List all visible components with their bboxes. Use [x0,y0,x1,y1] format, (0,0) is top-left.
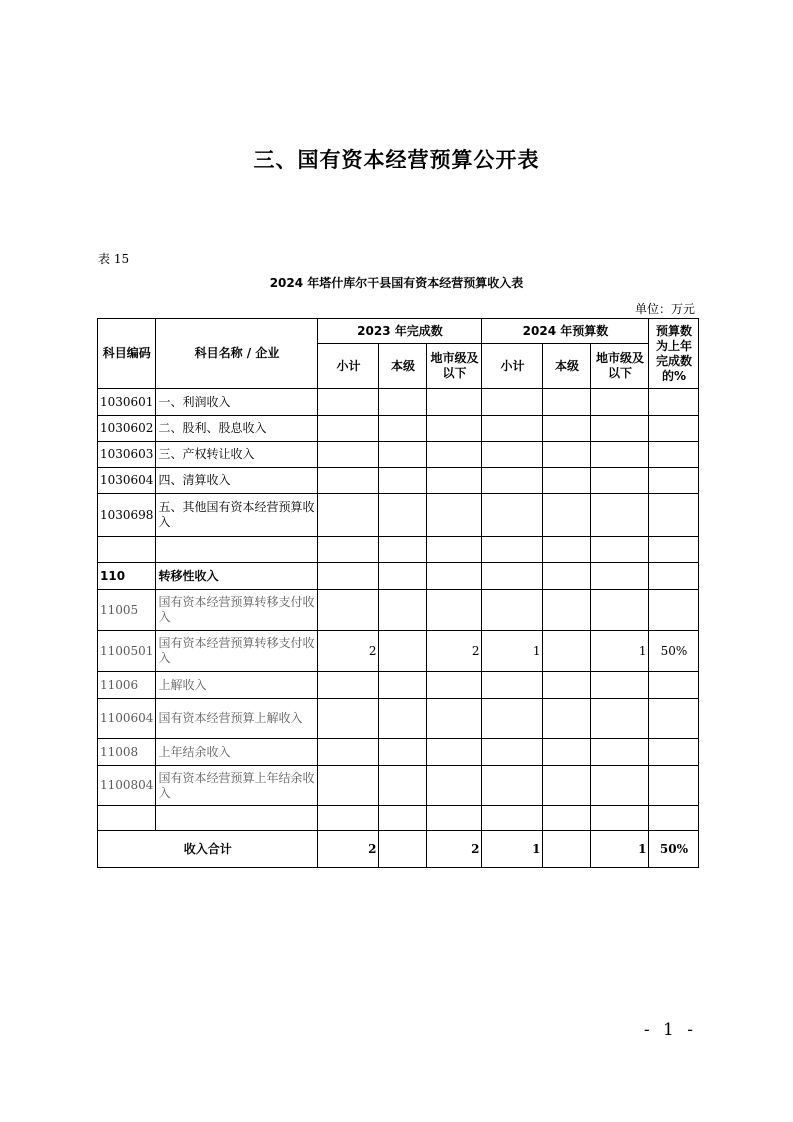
row-name: 五、其他国有资本经营预算收入 [156,494,318,537]
cell-2023-subtotal [318,468,379,494]
cell-2023-local [379,442,427,468]
cell-2023-local [379,766,427,806]
row-code: 11008 [98,739,156,766]
table-row [98,631,699,672]
row-name [156,806,318,831]
cell-ratio [649,389,699,416]
cell-2023-subtotal [318,699,379,739]
total-2023-subtotal: 2 [318,831,379,868]
cell-2023-subtotal [318,563,379,590]
table-row [98,416,699,442]
cell-2023-local [379,590,427,631]
cell-ratio [649,590,699,631]
row-name: 一、利润收入 [156,389,318,416]
cell-2023-city [427,442,482,468]
cell-2023-subtotal [318,416,379,442]
header-2024: 2024 年预算数 [482,319,649,344]
table-number: 表 15 [98,252,130,266]
cell-2023-city [427,672,482,699]
cell-2023-city [427,416,482,442]
table-row [98,739,699,766]
row-code [98,806,156,831]
row-code: 1100604 [98,699,156,739]
row-code: 1030601 [98,389,156,416]
total-2023-local [379,831,427,868]
row-name: 转移性收入 [156,563,318,590]
cell-ratio [649,672,699,699]
row-code: 1030602 [98,416,156,442]
cell-2024-local [543,389,591,416]
header-ratio: 预算数为上年完成数的% [649,319,699,389]
cell-2023-local [379,699,427,739]
row-code: 1100501 [98,631,156,672]
total-row [98,831,699,868]
cell-2023-local [379,537,427,563]
header-2023: 2023 年完成数 [318,319,482,344]
row-code: 11005 [98,590,156,631]
cell-2024-subtotal [482,699,543,739]
cell-2024-local [543,563,591,590]
cell-ratio [649,442,699,468]
row-name: 国有资本经营预算转移支付收入 [156,590,318,631]
cell-2023-subtotal: 2 [318,631,379,672]
header-2024-subtotal: 小计 [482,344,543,389]
table-title: 2024 年塔什库尔干县国有资本经营预算收入表 [269,276,524,290]
cell-2023-city [427,699,482,739]
cell-2023-subtotal [318,806,379,831]
total-2024-subtotal: 1 [482,831,543,868]
cell-2024-city [591,442,649,468]
row-code [98,537,156,563]
cell-2024-city [591,699,649,739]
cell-ratio [649,766,699,806]
cell-ratio: 50% [649,631,699,672]
cell-2024-subtotal [482,468,543,494]
row-code: 1100804 [98,766,156,806]
cell-2023-local [379,416,427,442]
cell-2024-subtotal [482,389,543,416]
cell-2024-local [543,442,591,468]
cell-2024-city [591,806,649,831]
row-code: 1030603 [98,442,156,468]
cell-2023-city [427,494,482,537]
cell-2023-local [379,672,427,699]
cell-2024-local [543,468,591,494]
cell-ratio [649,739,699,766]
header-2023-local: 本级 [379,344,427,389]
cell-2023-city [427,468,482,494]
cell-2024-local [543,672,591,699]
header-2023-subtotal: 小计 [318,344,379,389]
row-name: 上解收入 [156,672,318,699]
row-name [156,537,318,563]
row-name: 国有资本经营预算上解收入 [156,699,318,739]
table-row [98,389,699,416]
cell-ratio [649,699,699,739]
cell-2023-subtotal [318,389,379,416]
row-name: 国有资本经营预算上年结余收入 [156,766,318,806]
cell-2024-subtotal [482,494,543,537]
cell-2024-local [543,766,591,806]
cell-2023-subtotal [318,590,379,631]
cell-2023-local [379,389,427,416]
table-row [98,766,699,806]
header-2023-city: 地市级及以下 [427,344,482,389]
cell-2024-subtotal [482,806,543,831]
cell-2024-local [543,537,591,563]
table-row [98,494,699,537]
cell-2024-city [591,416,649,442]
cell-2023-subtotal [318,672,379,699]
cell-2024-local [543,739,591,766]
page-title: 三、国有资本经营预算公开表 [253,148,540,172]
cell-2024-city [591,494,649,537]
cell-2023-local [379,631,427,672]
cell-2024-local [543,699,591,739]
cell-2023-local [379,806,427,831]
header-2024-local: 本级 [543,344,591,389]
cell-2023-city [427,537,482,563]
cell-2024-local [543,806,591,831]
total-label: 收入合计 [98,831,318,868]
header-2024-city: 地市级及以下 [591,344,649,389]
cell-2023-subtotal [318,494,379,537]
cell-ratio [649,468,699,494]
total-2023-city: 2 [427,831,482,868]
cell-2023-local [379,468,427,494]
cell-2024-local [543,494,591,537]
cell-2024-local [543,416,591,442]
total-2024-local [543,831,591,868]
table-row [98,442,699,468]
cell-ratio [649,537,699,563]
cell-2023-city [427,766,482,806]
row-name: 国有资本经营预算转移支付收入 [156,631,318,672]
header-name: 科目名称 / 企业 [156,319,318,389]
cell-2024-local [543,631,591,672]
cell-2024-subtotal [482,416,543,442]
total-2024-city: 1 [591,831,649,868]
cell-2024-city [591,537,649,563]
total-ratio: 50% [649,831,699,868]
cell-2023-city [427,739,482,766]
row-name: 二、股利、股息收入 [156,416,318,442]
header-code: 科目编码 [98,319,156,389]
cell-ratio [649,416,699,442]
cell-2024-city [591,590,649,631]
cell-2023-city [427,389,482,416]
cell-2024-city [591,739,649,766]
budget-table [97,318,699,868]
cell-2023-city [427,563,482,590]
table-row [98,590,699,631]
table-row [98,806,699,831]
cell-2024-city [591,389,649,416]
cell-2023-subtotal [318,766,379,806]
cell-2024-subtotal [482,442,543,468]
cell-2024-city: 1 [591,631,649,672]
table-row [98,699,699,739]
row-code: 1030698 [98,494,156,537]
table-row [98,672,699,699]
row-name: 上年结余收入 [156,739,318,766]
cell-2024-subtotal [482,590,543,631]
table-row [98,563,699,590]
page-number: - 1 - [643,1020,697,1040]
cell-2023-subtotal [318,442,379,468]
cell-2024-city [591,563,649,590]
cell-2024-subtotal [482,563,543,590]
row-code: 11006 [98,672,156,699]
cell-2024-city [591,766,649,806]
cell-2024-local [543,590,591,631]
cell-2023-city [427,806,482,831]
table-row [98,537,699,563]
cell-2023-subtotal [318,537,379,563]
cell-2024-subtotal: 1 [482,631,543,672]
row-code: 110 [98,563,156,590]
cell-2023-city: 2 [427,631,482,672]
row-code: 1030604 [98,468,156,494]
cell-2023-subtotal [318,739,379,766]
cell-ratio [649,806,699,831]
cell-ratio [649,494,699,537]
cell-2024-city [591,672,649,699]
cell-2024-city [591,468,649,494]
cell-ratio [649,563,699,590]
table-row [98,468,699,494]
cell-2024-subtotal [482,739,543,766]
row-name: 三、产权转让收入 [156,442,318,468]
cell-2024-subtotal [482,537,543,563]
cell-2023-city [427,590,482,631]
row-name: 四、清算收入 [156,468,318,494]
cell-2024-subtotal [482,672,543,699]
cell-2023-local [379,494,427,537]
cell-2024-subtotal [482,766,543,806]
cell-2023-local [379,739,427,766]
unit-label: 单位：万元 [634,302,695,316]
cell-2023-local [379,563,427,590]
